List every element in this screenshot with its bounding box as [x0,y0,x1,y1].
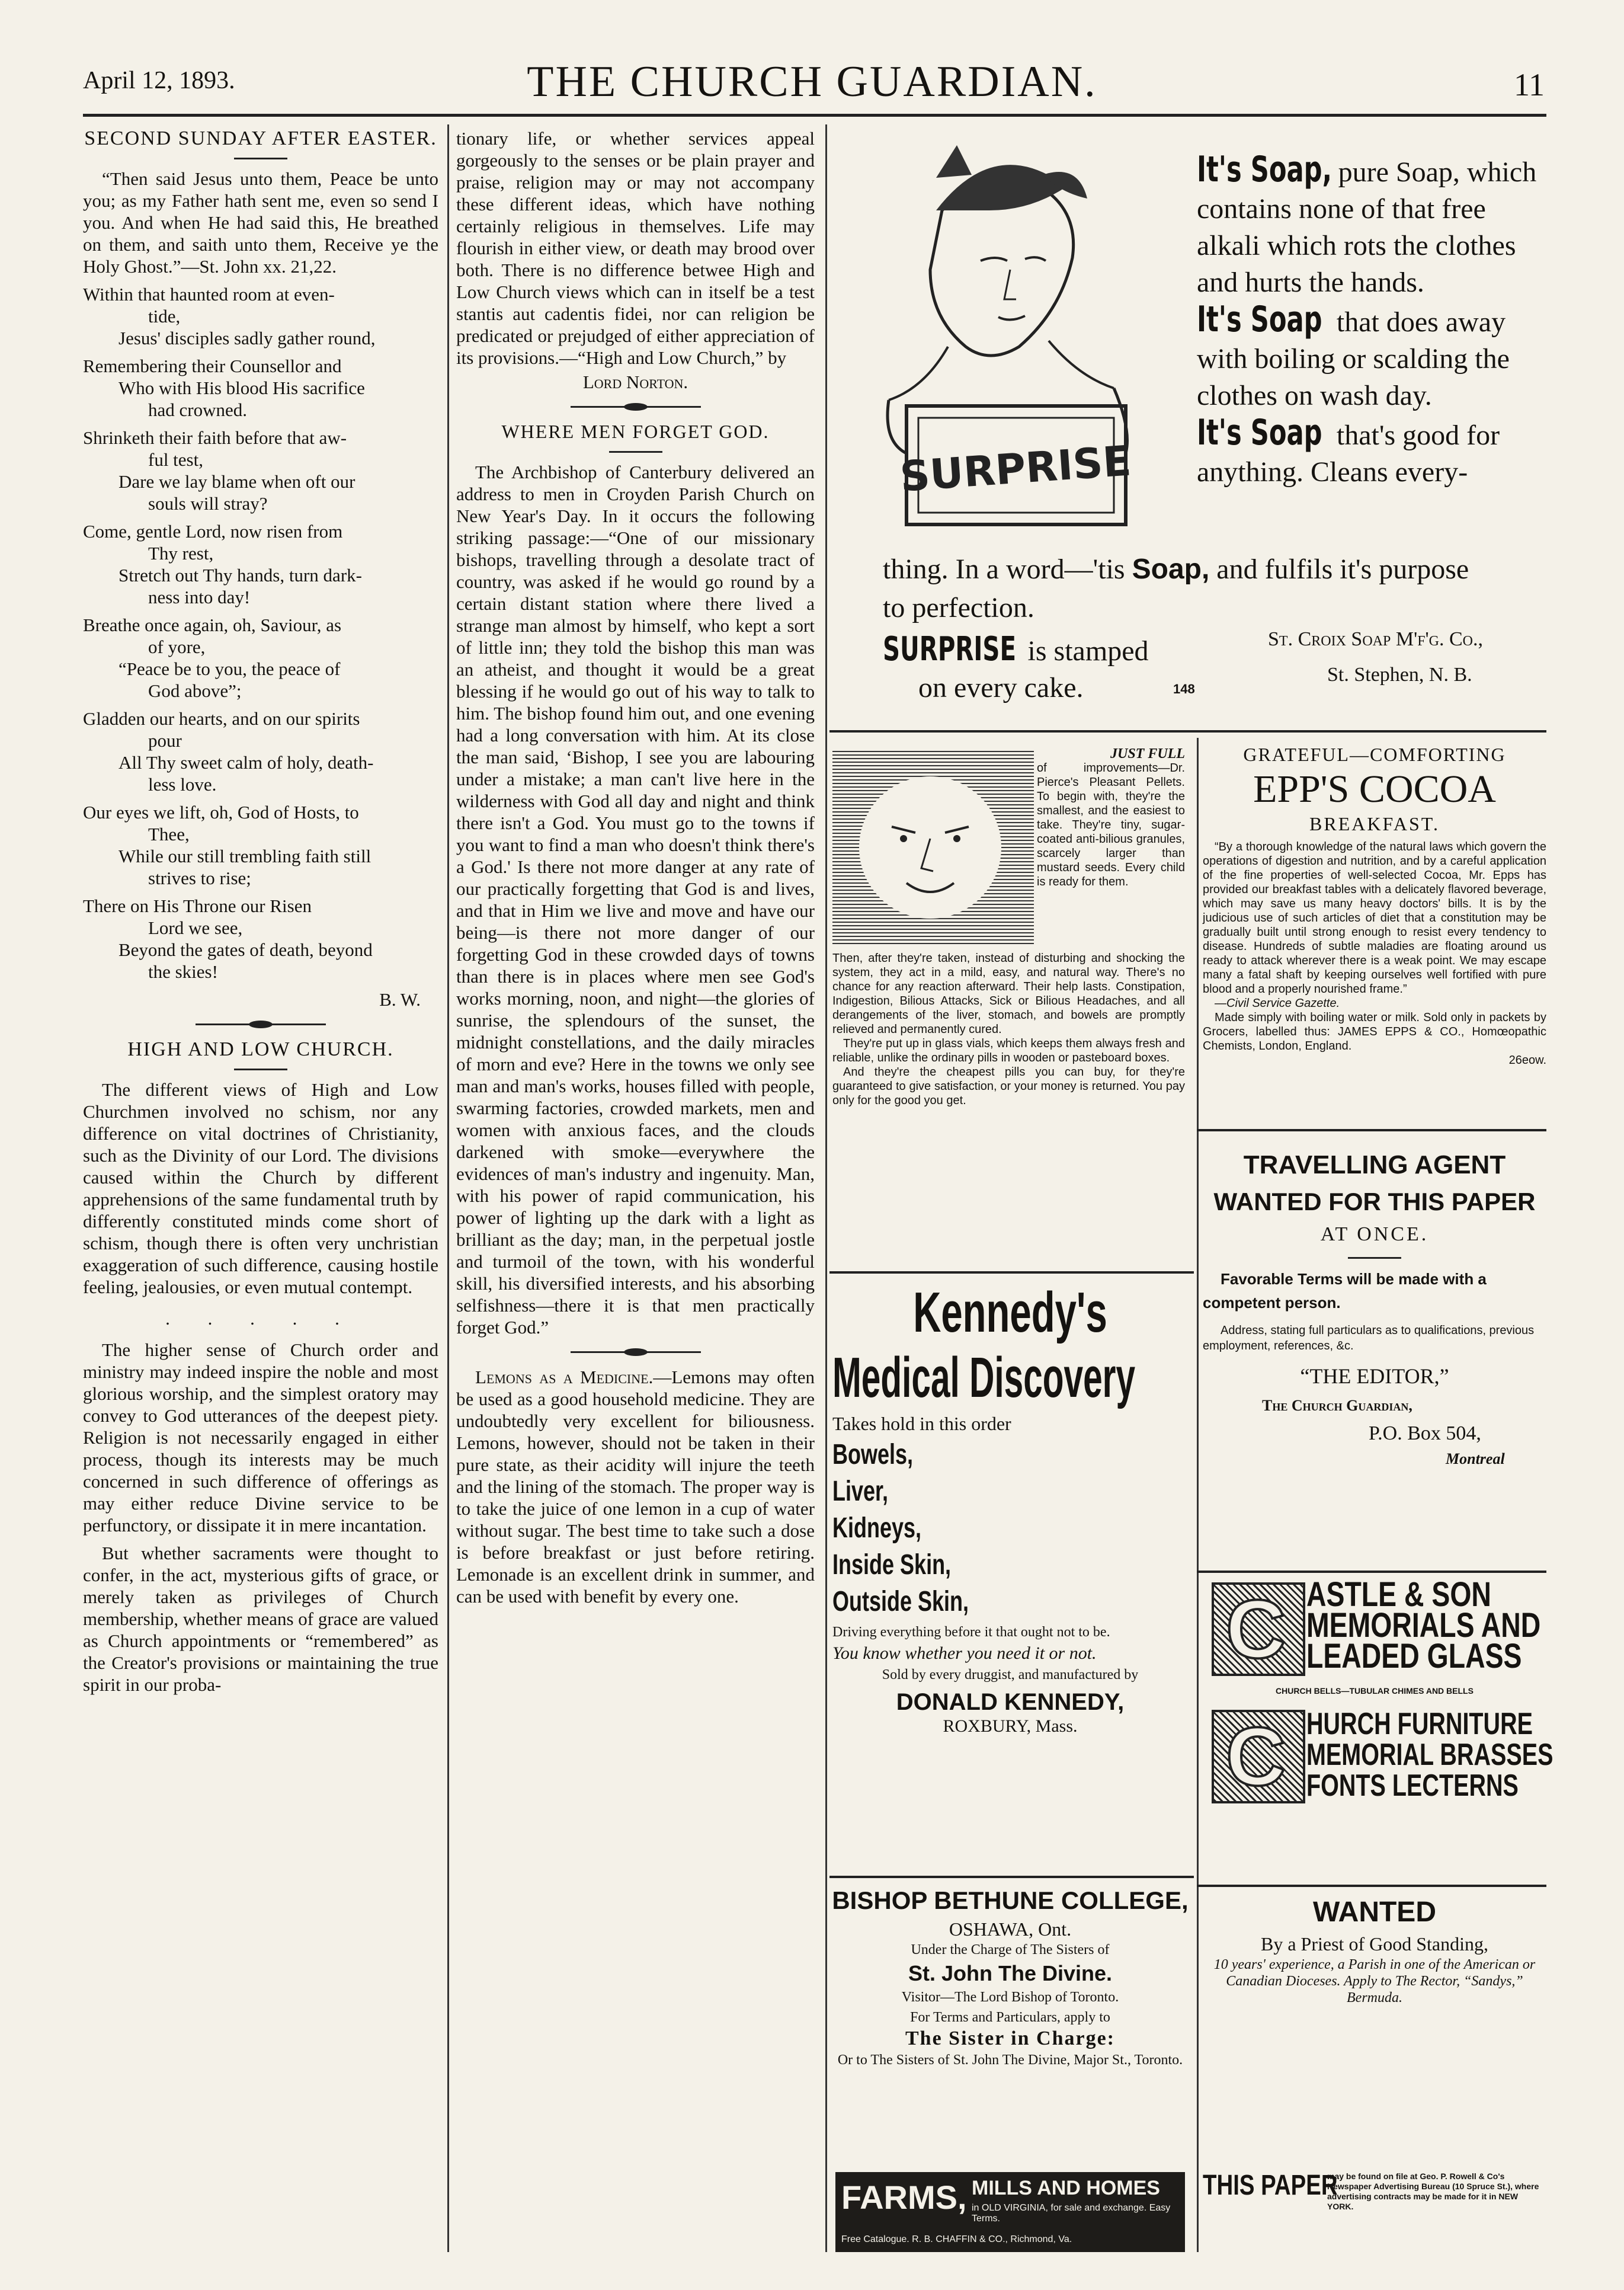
column-1 [83,127,438,2273]
castle-text [1306,1709,1553,1801]
soap-text: and fulfils it's purpose [1209,554,1469,585]
kennedy-place: ROXBURY, Mass. [943,1716,1078,1736]
poem-line: Thy rest, [148,543,214,564]
divider [609,451,662,453]
paragraph-heading: Lemons as a Medicine. [475,1367,654,1387]
epps-source: —Civil Service Gazette. [1215,997,1340,1010]
castle-text [1306,1575,1541,1675]
agent-title: TRAVELLING AGENT [1243,1150,1506,1179]
wanted-text: 10 years' experience, a Parish in one of the American or Canadian Dioceses. Apply to The Rector, “Sandys,” Bermuda. [1213,1957,1536,2006]
ornamental-rule [571,406,701,408]
poem-line: Come, gentle Lord, now risen from [83,521,343,542]
soap-line: to perfection. [883,592,1034,623]
poem [83,283,438,983]
college-text: For Terms and Particulars, apply to [910,2010,1110,2025]
section-rule [1197,1885,1546,1887]
poem-line: “Peace be to you, the peace of [118,658,341,679]
poem-line: Stretch out Thy hands, turn dark- [118,565,362,586]
header-rule [83,114,1546,117]
soap-line: with boiling or scalding the [1197,343,1510,375]
poem-line: Breathe once again, oh, Saviour, as [83,615,342,635]
kennedy-title: Kennedy's [913,1281,1107,1344]
kennedy-name: DONALD KENNEDY, [896,1689,1125,1715]
kennedy-text: Takes hold in this order [832,1413,1011,1434]
pierce-headline: JUST FULL [1110,746,1185,762]
column-divider [1197,738,1199,2252]
wanted-title: WANTED [1313,1896,1436,1928]
thispaper-text: may be found on file at Geo. P. Rowell & Co's Newspaper Advertising Bureau (10 Spruce St.), where advertising contracts may be made for it in NEW YORK. [1327,2171,1539,2211]
farms-text: in OLD VIRGINIA, for sale and exchange. Easy Terms. [972,2203,1171,2224]
castle-line: HURCH FURNITURE [1306,1707,1533,1741]
soap-girl-illustration [853,121,1173,530]
section-rule [1197,1129,1546,1131]
farms-text: Free Catalogue. R. B. CHAFFIN & CO., Richmond, Va. [841,2234,1072,2244]
byline: Lord Norton. [582,372,688,392]
agent-advertisement [1203,1147,1546,1562]
kennedy-organ: Liver, [832,1476,889,1507]
paragraph-body: —Lemons may often be used as a good household medicine. They are undoubtedly very excellent for biliousness. Lemons, however, should not be taken in their pure state, as their acidity will injure the teeth and the lining of the stomach. The proper way is to take the juice of one lemon in a cup of water without sugar. The best time to take such a dose is before breakfast or just before retiring. Lemonade is an excellent drink in summer, and can be used with benefit by every one. [456,1367,815,1607]
poem-line: pour [148,730,182,751]
kennedy-text: Sold by every druggist, and manufactured by [882,1667,1139,1683]
college-contact: The Sister in Charge: [905,2027,1115,2049]
poem-line: Within that haunted room at even- [83,284,335,305]
thispaper-title: THIS PAPER [1203,2170,1338,2201]
agent-urgency: AT ONCE. [1320,1223,1429,1245]
agent-subtitle: WANTED FOR THIS PAPER [1213,1188,1536,1216]
epps-code: 26eow. [1508,1054,1546,1067]
ellipsis-break: . . . . . [165,1308,356,1329]
ad-number: 148 [1173,682,1195,696]
article-title: WHERE MEN FORGET GOD. [501,421,770,442]
poem-line: souls will stray? [148,493,268,514]
farms-advertisement [835,2172,1185,2252]
kennedy-organ: Bowels, [832,1439,914,1470]
soap-line [1197,414,1540,454]
kennedy-organ-list [832,1437,1188,1620]
epps-text: “By a thorough knowledge of the natural laws which govern the operations of digestion and nutrition, and by a careful application of the fine properties of well-selected Cocoa, Mr. Epps has provided our breakfast tables with a delicately flavored beverage, which may save us many heavy doctors' bills. It is by the judicious use of such articles of diet that a constitution may be gradually built until strong enough to resist every tendency to disease. Hundreds of subtle maladies are floating around us ready to attack wherever there is a weak point. We may escape many a fatal shaft by keeping ourselves well fortified with pure blood and a properly nourished frame.” [1203,840,1546,996]
divider [1348,1257,1401,1259]
kennedy-text: You know whether you need it or not. [832,1643,1097,1663]
poem-line: Beyond the gates of death, beyond [118,939,373,960]
article-title: SECOND SUNDAY AFTER EASTER. [84,127,437,149]
column-divider [447,124,449,2252]
soap-place: St. Stephen, N. B. [1327,664,1472,686]
poem-line: ness into day! [148,587,251,607]
soap-emphasis: It's Soap [1197,299,1322,340]
soap-text: that does away [1329,306,1506,338]
header-date: April 12, 1893. [83,67,235,94]
divider [234,1069,287,1070]
masthead-title: THE CHURCH GUARDIAN. [527,57,1097,106]
soap-box-label: SURPRISE [898,436,1133,501]
soap-text: that's good for [1329,420,1500,451]
page-number: 11 [1514,67,1545,103]
college-order: St. John The Divine. [908,1961,1113,1985]
poem-line: tide, [148,306,181,327]
soap-text: thing. In a word—'tis [883,554,1132,585]
soap-text: is stamped [1020,635,1149,667]
poem-line: ful test, [148,449,203,470]
ornate-initial-c [1212,1582,1305,1676]
college-text: Or to The Sisters of St. John The Divine, Major St., Toronto. [837,2052,1183,2068]
poem-line: Gladden our hearts, and on our spirits [83,708,360,729]
poem-line: strives to rise; [148,868,251,888]
soap-line [1197,151,1540,191]
epps-subtitle: BREAKFAST. [1309,813,1440,834]
castle-line: MEMORIAL BRASSES [1306,1738,1553,1772]
poem-line: God above”; [148,680,242,701]
soap-emphasis: Soap, [1132,554,1210,585]
poem-line: Thee, [148,824,190,845]
section-rule [829,1876,1194,1878]
poem-line: Shrinketh their faith before that aw- [83,427,347,448]
castle-bells: CHURCH BELLS—TUBULAR CHIMES AND BELLS [1276,1686,1474,1696]
pierce-intro [1037,747,1185,889]
soap-emphasis: SURPRISE [883,630,1017,669]
paragraph: The higher sense of Church order and ministry may indeed inspire the noble and most glorious worship, and the simplest oratory may convey to God utterances of the deepest piety. Religion is not necessarily engaged in either process, though its interests may be much concerned in such difference of offerings as may either reduce Divine service to be perfunctory, or dissipate it in mere incantation. [83,1339,438,1536]
column-2 [456,127,815,2273]
soap-line: contains none of that free [1197,193,1486,225]
pierce-text: And they're the cheapest pills you can buy, for they're guaranteed to give satisfaction, or your money is returned. You pay only for the good you get. [832,1066,1185,1107]
scripture-quote: “Then said Jesus unto them, Peace be unto you; as my Father hath sent me, even so send I you. And when He had said this, He breathed on them, and saith unto them, Receive ye the Holy Ghost.”—St. John xx. 21,22. [83,168,438,277]
farms-title: FARMS, [841,2179,967,2216]
kennedy-subtitle: Medical Discovery [832,1346,1136,1409]
soap-line: on every cake. [918,672,1084,703]
epps-advertisement [1203,744,1546,1117]
soap-line: anything. Cleans every- [1197,456,1468,488]
agent-text: Favorable Terms will be made with a competent person. [1203,1270,1487,1312]
pierce-advertisement [832,744,1188,1259]
soap-line: clothes on wash day. [1197,380,1432,411]
soap-line [883,551,1535,588]
castle-line: LEADED GLASS [1306,1637,1522,1675]
wanted-text: By a Priest of Good Standing, [1261,1933,1488,1955]
epps-text: Made simply with boiling water or milk. Sold only in packets by Grocers, labelled thus: JAMES EPPS & CO., Homœopathic Chemists, London, England. [1203,1011,1546,1053]
kennedy-advertisement [832,1280,1188,1867]
kennedy-organ: Kidneys, [832,1512,922,1544]
castle-line: ASTLE & SON [1306,1575,1491,1614]
castle-advertisement [1203,1575,1553,1882]
poem-line: the skies! [148,961,218,982]
college-name: BISHOP BETHUNE COLLEGE, [832,1886,1189,1914]
agent-contact: “THE EDITOR,” [1300,1364,1449,1388]
paragraph: The different views of High and Low Churchmen involved no schism, nor any difference on vital doctrines of Christianity, such as the Divinity of our Lord. The divisions caused within the Church by different apprehensions of the same fundamental truth by differently constituted minds come short of schism, though there is often very unchristian exaggeration of such difference, causing hostile feeling, jealousies, or even mutual contempt. [83,1079,438,1297]
poem-line: less love. [148,774,217,795]
article-title: HIGH AND LOW CHURCH. [127,1038,394,1060]
soap-emphasis: It's Soap [1197,412,1322,453]
castle-line: MEMORIALS AND [1306,1606,1541,1645]
ornamental-rule [571,1351,701,1353]
soap-text: pure Soap, which [1331,156,1537,188]
kennedy-text: Driving everything before it that ought not to be. [832,1624,1110,1640]
poem-line: Jesus' disciples sadly gather round, [118,328,376,348]
paragraph: tionary life, or whether services appeal gorgeously to the senses or be plain prayer and praise, religion may or may not accompany these different ideas, which have nothing certainly religious in themselves. Life may flourish in either view, or death may brood over both. There is no difference betwee High and Low Church views which can in itself be a test stantis aut cadentis fidei, nor can religion be predicated or prejudged of either appreciation of its provisions.—“High and Low Church,” by [456,128,815,368]
soap-emphasis: It's Soap, [1197,149,1332,190]
poem-line: Remembering their Counsellor and [83,356,342,376]
poem-line: Our eyes we lift, oh, God of Hosts, to [83,802,359,823]
soap-maker: St. Croix Soap M'f'g. Co., [1268,628,1484,650]
pierce-text: of improvements—Dr. Pierce's Pleasant Pellets. To begin with, they're the smallest, and the easiest to take. They're tiny, sugar-coated anti-bilious granules, scarcely larger than mustard seeds. Every child is ready for them. [1037,762,1185,888]
farms-subtitle: MILLS AND HOMES [972,2177,1160,2199]
ornate-initial-c [1212,1710,1305,1803]
paragraph: But whether sacraments were thought to confer, in the act, mysterious gifts of grace, or merely taken as privileges of Church membership, whether means of grace are valued as Church appointments or “remembered” as the Creator's provisions or maintaining the true spirit in our proba- [83,1543,438,1695]
poem-line: Who with His blood His sacrifice [118,378,365,398]
poem-line: There on His Throne our Risen [83,895,312,916]
paragraph [456,1366,815,1607]
thispaper-notice [1203,2169,1546,2252]
poem-line: had crowned. [148,399,247,420]
kennedy-organ: Inside Skin, [832,1549,952,1581]
ornamental-rule [196,1024,326,1025]
agent-contact: The Church Guardian, [1262,1397,1412,1414]
kennedy-organ: Outside Skin, [832,1586,969,1617]
poem-line: Dare we lay blame when oft our [118,471,355,492]
poem-line: While our still trembling faith still [118,846,371,866]
section-rule [1197,1571,1546,1573]
poem-line: Lord we see, [148,917,243,938]
pierce-body [832,951,1185,1108]
section-rule [829,730,1546,733]
agent-contact: Montreal [1446,1450,1505,1467]
poem-signature: B. W. [379,989,421,1010]
pierce-text: Then, after they're taken, instead of disturbing and shocking the system, they act in a mild, easy, and natural way. There's no chance for any reaction afterward. Their help lasts. Constipation, Indigestion, Bilious Attacks, Sick or Bilious Headaches, and all derangements of the liver, stomach, and bowels are promptly relieved and permanently cured. [832,952,1185,1036]
epps-title: EPP'S COCOA [1253,767,1496,811]
soap-stamp-line [883,631,1191,670]
soap-copy [1197,151,1540,491]
agent-text: Address, stating full particulars as to qualifications, previous employment, references, &c. [1203,1324,1535,1352]
bethune-advertisement [827,1885,1194,2169]
college-place: OSHAWA, Ont. [949,1918,1072,1940]
initial-letter: C [1226,1582,1286,1675]
college-text: Visitor—The Lord Bishop of Toronto. [901,1990,1119,2005]
wanted-advertisement [1203,1894,1546,2154]
castle-line: FONTS LECTERNS [1306,1768,1519,1803]
epps-tagline: GRATEFUL—COMFORTING [1243,744,1506,765]
college-text: Under the Charge of The Sisters of [911,1942,1110,1958]
soap-advertisement [841,121,1546,720]
initial-letter: C [1226,1710,1286,1803]
agent-contact: P.O. Box 504, [1369,1422,1481,1444]
paragraph: The Archbishop of Canterbury delivered an address to men in Croyden Parish Church on New Year's Day. In it occurs the following striking passage:—“One of our missionary bishops, travelling through a desolate tract of country, was asked if he would go round by a certain distant station where there lived a strange man almost by himself, who kept a sort of little inn; they told the bishop this man was an atheist, and thought it would be a great blessing if he would go out of his way to talk to him. The bishop found him out, and one evening had a long conversation with him. At its close the man said, ‘Bishop, I see you are labouring under a mistake; a man can't live here in the wilderness with God all day and night and think there isn't a God. You must go to the towns if you want to find a man who doesn't think there's a God.' Is there not more danger at any rate of our practically forgetting that God is and lives, and that in Him we live and move and have our being—is there not more danger of our forgetting God in these crowded days of towns than there is in places where men see God's works morning, noon, and night—the glories of sunrise, the splendours of the sunset, the midnight constellations, and the daily miracles of morn and eve? Here in the towns we only see man and man's works, houses filled with people, swarming factories, crowded markets, men and women with anxious faces, and the clouds darkened with smoke—everywhere the evidences of man's industry and ingenuity. Man, with his power of rapid communication, his power of lighting up the dark with a light as brilliant as the day; man, in the perpetual jostle and turmoil of the town, with his wonderful skill, his diversified interests, and his absorbing selfishness—there it is that men practically forget God.” [456,462,815,1338]
poem-line: of yore, [148,637,206,657]
poem-line: All Thy sweet calm of holy, death- [118,752,374,773]
divider [234,158,287,159]
soap-line: alkali which rots the clothes [1197,230,1516,261]
soap-line: and hurts the hands. [1197,267,1424,298]
pierce-text: They're put up in glass vials, which keeps them always fresh and reliable, unlike the ordinary pills in wooden or pasteboard boxes. [832,1037,1185,1064]
soap-line [1197,301,1540,341]
moon-face-illustration [832,750,1034,945]
section-rule [829,1271,1194,1274]
